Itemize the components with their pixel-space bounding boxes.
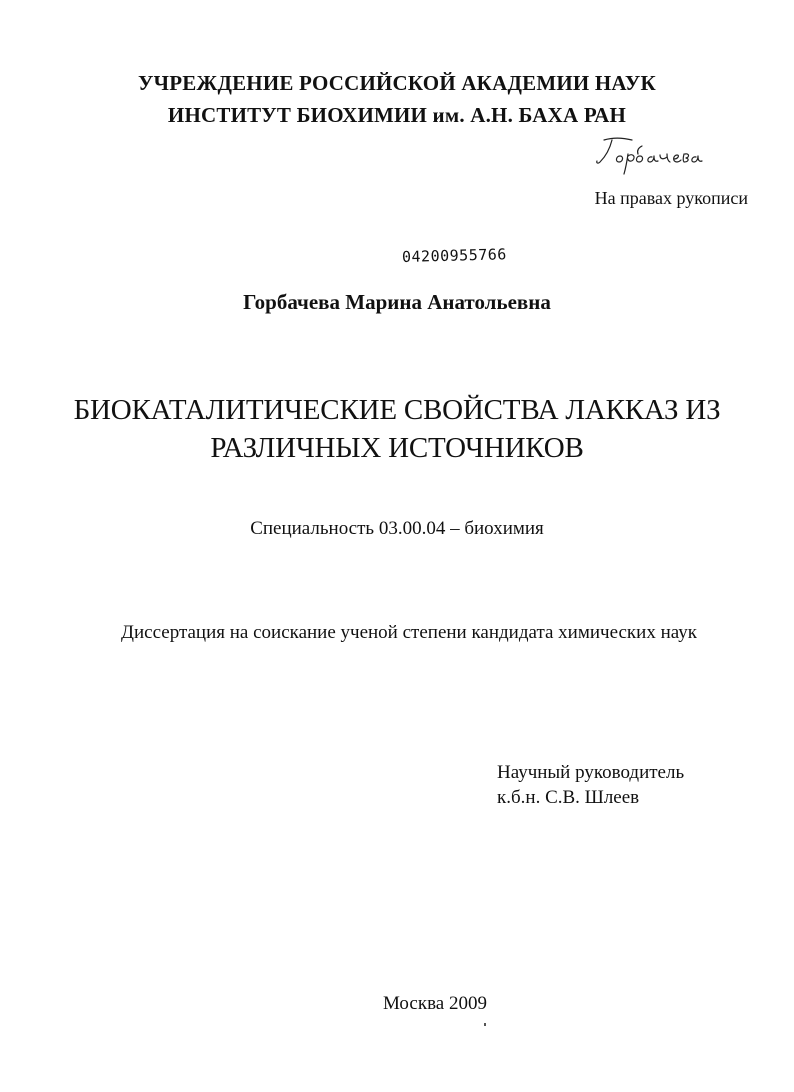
inventory-number: 04200955766 (401, 245, 508, 266)
institution-name: УЧРЕЖДЕНИЕ РОССИЙСКОЙ АКАДЕМИИ НАУК (138, 71, 656, 95)
title-line-1: БИОКАТАЛИТИЧЕСКИЕ СВОЙСТВА ЛАККАЗ ИЗ (73, 394, 721, 426)
manuscript-rights-note: На правах рукописи (594, 188, 748, 208)
handwritten-signature (590, 134, 705, 184)
author-name: Горбачева Марина Анатольевна (243, 290, 551, 314)
scan-speck (484, 1023, 486, 1026)
specialty-line: Специальность 03.00.04 – биохимия (250, 518, 544, 539)
institute-name: ИНСТИТУТ БИОХИМИИ им. А.Н. БАХА РАН (167, 103, 627, 127)
supervisor-role: Научный руководитель (497, 762, 685, 783)
degree-statement: Диссертация на соискание ученой степени кандидата химических наук (121, 622, 697, 643)
city-year: Москва 2009 (383, 993, 487, 1014)
supervisor-block (497, 760, 684, 810)
dissertation-title (0, 391, 794, 467)
supervisor-name: к.б.н. С.В. Шлеев (497, 787, 640, 808)
title-line-2: РАЗЛИЧНЫХ ИСТОЧНИКОВ (210, 432, 584, 464)
